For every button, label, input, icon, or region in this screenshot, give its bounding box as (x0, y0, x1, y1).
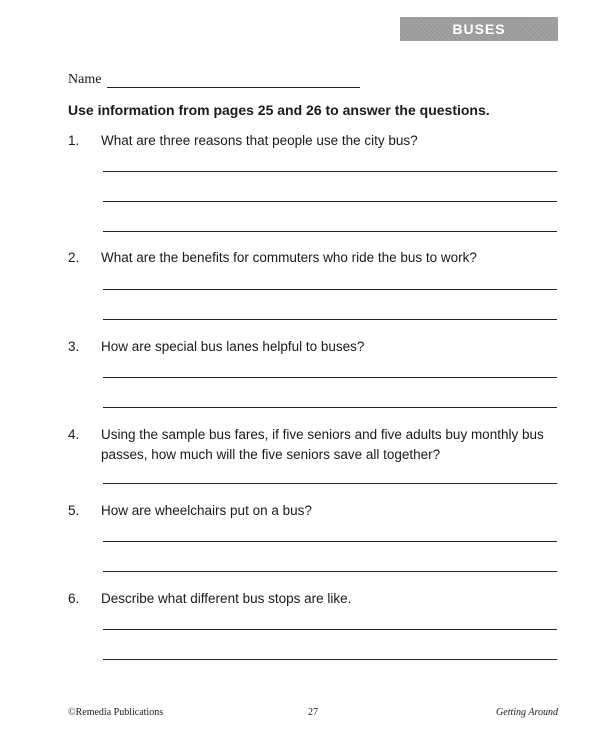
question-text: What are the benefits for commuters who ride the bus to work? (101, 250, 477, 265)
answer-line (103, 319, 557, 320)
name-field-row (68, 72, 360, 88)
question-number: 6. (68, 591, 80, 606)
footer-book-title: Getting Around (496, 707, 558, 718)
answer-line (103, 231, 557, 232)
question-text: Using the sample bus fares, if five seniors and five adults buy monthly bus passes, how much will the five seniors save all together? (101, 427, 544, 462)
section-title-tab (400, 17, 558, 41)
answer-line (103, 201, 557, 202)
instructions: Use information from pages 25 and 26 to answer the questions. (68, 102, 490, 118)
answer-line (103, 541, 557, 542)
answer-line (103, 377, 557, 378)
name-label: Name (68, 72, 102, 87)
answer-line (103, 407, 557, 408)
question-text: How are special bus lanes helpful to buses? (101, 339, 365, 354)
answer-line (103, 289, 557, 290)
section-title: BUSES (452, 21, 506, 37)
question-number: 3. (68, 339, 80, 354)
footer-page-number: 27 (308, 707, 318, 718)
answer-line (103, 171, 557, 172)
question-text: Describe what different bus stops are like. (101, 591, 352, 606)
name-answer-line (107, 73, 360, 88)
question-text: How are wheelchairs put on a bus? (101, 503, 312, 518)
question-number: 1. (68, 133, 80, 148)
question-number: 5. (68, 503, 80, 518)
answer-line (103, 629, 557, 630)
question-text: What are three reasons that people use the city bus? (101, 133, 418, 148)
question-number: 4. (68, 427, 80, 442)
footer-publisher: ©Remedia Publications (68, 707, 164, 718)
answer-line (103, 659, 557, 660)
answer-line (103, 571, 557, 572)
question-number: 2. (68, 250, 80, 265)
answer-line (103, 483, 557, 484)
